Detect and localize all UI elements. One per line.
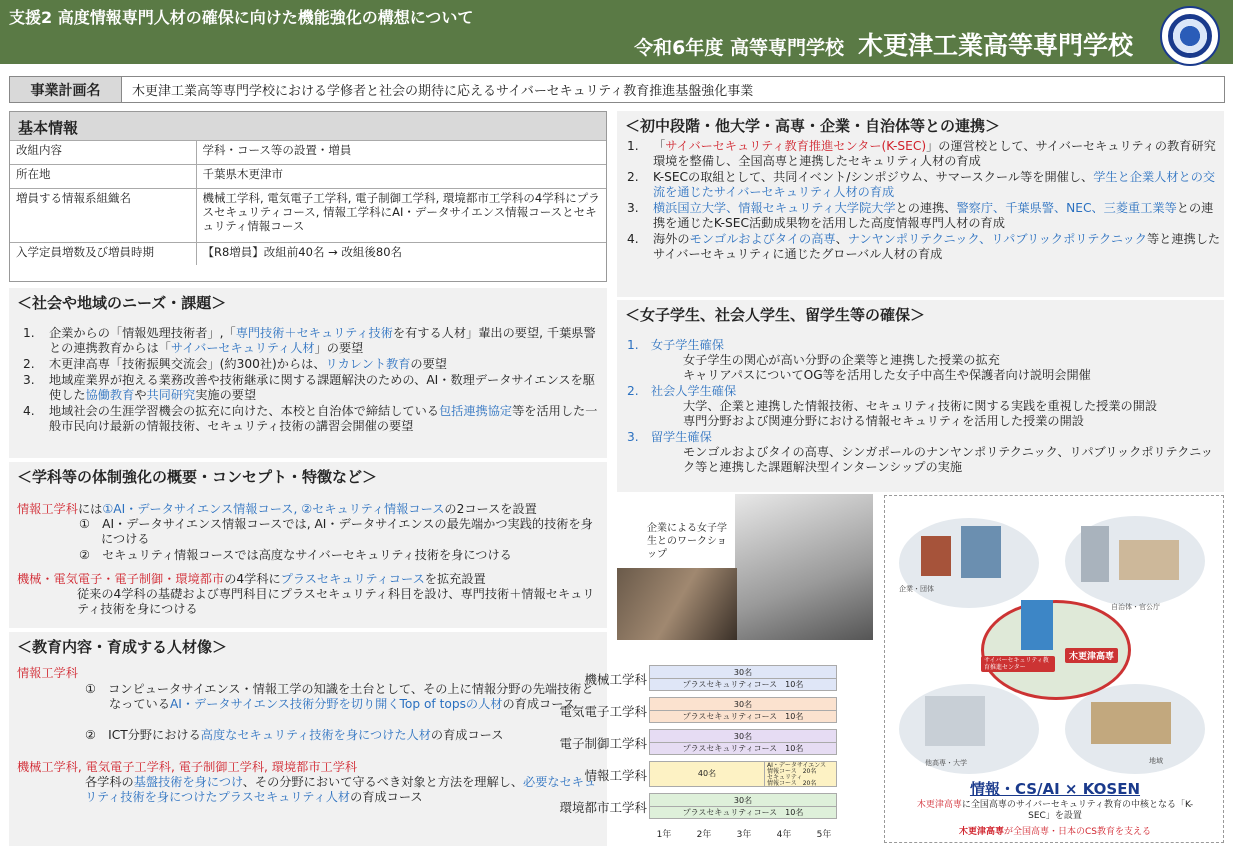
dept-label: 電子制御工学科 (559, 736, 647, 751)
row-value: 学科・コース等の設置・増員 (196, 141, 606, 165)
needs-section (9, 288, 607, 458)
kisarazu-label: 木更津高専 (1065, 648, 1118, 663)
item-text: 地域産業界が抱える業務改善や技術継承に関する課題解決のための、AI・数理データサイエンスを駆使した (49, 373, 595, 402)
item-highlight: サイバーセキュリティ人材 (170, 341, 315, 355)
header-banner (0, 0, 1233, 64)
needs-list (23, 326, 603, 435)
item-highlight: モンゴルおよびタイの高専 (689, 232, 836, 246)
info-course-split (764, 762, 836, 786)
item-highlight: サイバーセキュリティ教育推進センター(K-SEC) (665, 139, 927, 153)
row-value: 【R8増員】改組前40名 → 改組後80名 (196, 243, 606, 265)
plan-value: 木更津工業高等専門学校における学修者と社会の期待に応えるサイバーセキュリティ教育推進基盤強化事業 (132, 84, 754, 99)
note-school: 木更津高専 (958, 827, 1004, 837)
item-text: の要望 (410, 357, 447, 371)
item-text: ② ICT分野における (85, 728, 201, 742)
list-item (627, 170, 1221, 200)
item-highlight: 共同研究 (146, 388, 196, 402)
item-highlight: 協働教育 (85, 388, 135, 402)
dept-name: 情報工学科 (17, 502, 78, 516)
list-item (23, 373, 603, 403)
recruit-item: 女子学生の関心が高い分野の企業等と連携した授業の拡充 (683, 353, 1000, 367)
needs-title: ＜社会や地域のニーズ・課題＞ (17, 294, 227, 312)
structure-line (17, 502, 602, 517)
education-section (9, 632, 607, 846)
year-tick: 2年 (696, 830, 712, 840)
header-subtitle: 令和6年度 高等専門学校 (634, 37, 844, 59)
structure-sub: 従来の4学科の基礎および専門科目にプラスセキュリティ科目を設け、専門技術＋情報セキュリティ技術を身につける (77, 587, 595, 616)
education-item (17, 682, 602, 712)
building-icon (1081, 526, 1109, 582)
item-highlight: リカレント教育 (325, 357, 411, 371)
building-icon (921, 536, 951, 576)
item-highlight: 必要なセキュリティ技術を身につけたプラスセキュリティ人材 (85, 775, 597, 804)
recruit-item: キャリアパスについてOG等を活用した女子中高生や保護者向け説明会開催 (683, 368, 1091, 382)
base-capacity: 30名 (650, 666, 836, 679)
building-icon (961, 526, 1001, 578)
chart-row (541, 757, 845, 789)
item-text: との連携を通じたK-SEC活動成果物を活用した高度情報専門人材の育成 (653, 201, 1214, 230)
note-text: に全国高専のサイバーセキュリティ教育の中核となる「K-SEC」を設置 (961, 800, 1194, 821)
photo-label: 企業による女子学生とのワークショップ (617, 494, 735, 568)
dept-bar (649, 793, 837, 819)
recruit-item: 専門分野および関連分野における情報セキュリティを活用した授業の開設 (683, 414, 1084, 428)
line-text: の4学科に (224, 572, 281, 586)
item-highlight: 横浜国立大学、情報セキュリティ大学院大学 (653, 201, 896, 215)
label-government: 自治体・官公庁 (1111, 603, 1160, 611)
course-capacity: プラスセキュリティコース 10名 (682, 680, 804, 689)
item-text: 等を活用した一般市民向け最新の情報技術、セキュリティ技術の講習会開催の要望 (49, 404, 598, 433)
recruit-item: モンゴルおよびタイの高専、シンガポールのナンヤンポリテクニック、リパブリックポリテクニック等と連携した課題解決型インターンシップの実施 (683, 445, 1213, 474)
item-number: 4. (627, 232, 639, 246)
item-highlight: ナンヤンポリテクニック、リパブリックポリテクニック (847, 232, 1147, 246)
photo-classroom (735, 494, 873, 640)
item-highlight: 学生と企業人材との交流を通じたサイバーセキュリティ人材の育成 (653, 170, 1216, 199)
row-key: 入学定員増数及び増員時期 (10, 243, 196, 265)
dept-bar (649, 729, 837, 755)
item-text: との連携、 (895, 201, 957, 215)
item-text: ① コンピュータサイエンス・情報工学の知識を土台として、その上に情報分野の先端技術となっている (85, 682, 594, 711)
workshop-photo (617, 494, 873, 640)
course-name: プラスセキュリティコース (280, 572, 425, 586)
structure-sub: ② セキュリティ情報コースでは高度なサイバーセキュリティ技術を身につける (79, 548, 512, 562)
dept-heading: 機械工学科, 電気電子工学科, 電子制御工学科, 環境都市工学科 (17, 760, 358, 774)
item-number: 3. (23, 373, 35, 387)
dept-bar (649, 665, 837, 691)
kosen-emblem-icon (1160, 6, 1220, 66)
item-text: 木更津高専「技術振興交流会」(約300社)からは、 (49, 357, 326, 371)
item-highlight: 基盤技術を身につけ (133, 775, 243, 789)
ai-course-capacity: 情報コース 20名 (767, 768, 817, 775)
chart-row (541, 661, 845, 693)
item-text: 地域社会の生涯学習機会の拡充に向けた、本校と自治体で締結している (49, 404, 439, 418)
school-name: 木更津工業高等専門学校 (857, 31, 1133, 60)
list-item (23, 404, 603, 434)
item-text: K-SECの取組として、共同イベント/シンポジウム、サマースクール等を開催し、 (653, 170, 1094, 184)
chart-row (541, 693, 845, 725)
illus-note (885, 824, 1225, 837)
structure-sub: ① AI・データサイエンス情報コースでは, AI・データサイエンスの最先端かつ実践的技術を身につける (79, 517, 593, 546)
security-course-capacity: 情報コース 20名 (767, 780, 817, 787)
education-item (17, 728, 602, 743)
base-capacity: 30名 (650, 698, 836, 711)
enrollment-chart (541, 655, 845, 845)
recruit-heading: 2. 社会人学生確保 (627, 384, 737, 398)
label-company: 企業・団体 (899, 585, 934, 593)
illus-heading: 情報・CS/AI × KOSEN (969, 780, 1141, 798)
list-item (23, 357, 603, 372)
dept-label: 環境都市工学科 (559, 800, 647, 815)
item-text: 「 (653, 139, 666, 153)
item-text: 、その分野において守るべき対象と方法を理解し、 (242, 775, 524, 789)
chart-row (541, 725, 845, 757)
table-row (10, 165, 606, 189)
dept-names: 機械・電気電子・電子制御・環境都市 (17, 572, 225, 586)
item-highlight: 警察庁、千葉県警、NEC、三菱重工業等 (956, 201, 1177, 215)
row-key: 改組内容 (10, 141, 196, 165)
year-tick: 5年 (816, 830, 832, 840)
table-row (10, 189, 606, 243)
structure-title: ＜学科等の体制強化の概要・コンセプト・特徴など＞ (17, 468, 378, 486)
item-text: を有する人材」輩出の要望, 千葉県警との連携教育からは「 (49, 326, 596, 355)
recruitment-section (617, 300, 1224, 492)
structure-line (17, 572, 602, 587)
row-key: 増員する情報系組織名 (10, 189, 196, 243)
row-value: 千葉県木更津市 (196, 165, 606, 189)
structure-section (9, 462, 607, 628)
item-number: 3. (627, 201, 639, 215)
cooperation-title: ＜初中段階・他大学・高専・企業・自治体等との連携＞ (625, 117, 1001, 135)
project-plan (9, 76, 1225, 103)
basic-info-title: 基本情報 (10, 112, 606, 140)
item-text: の育成コース (502, 697, 575, 711)
kosen-network-illustration (884, 495, 1224, 843)
ksec-label: サイバーセキュリティ教育推進センター (981, 656, 1055, 672)
item-text: の育成コース (430, 728, 504, 742)
education-item (17, 775, 602, 805)
dept-bar (649, 761, 837, 787)
item-number: 4. (23, 404, 35, 418)
recruit-item: 大学、企業と連携した情報技術、セキュリティ技術に関する実践を重視した授業の開設 (683, 399, 1158, 413)
recruit-heading: 1. 女子学生確保 (627, 338, 724, 352)
ai-course-name: AI・データサイエンス (767, 762, 827, 769)
item-highlight: 専門技術＋セキュリティ技術 (235, 326, 393, 340)
item-number: 1. (23, 326, 35, 340)
illus-note (885, 800, 1225, 822)
cooperation-list (627, 139, 1221, 263)
building-icon (925, 696, 985, 746)
note-text: が全国高専・日本のCS教育を支える (1004, 827, 1151, 837)
item-text: 海外の (653, 232, 690, 246)
page-title: 支援2 高度情報専門人材の確保に向けた機能強化の構想について (9, 8, 474, 27)
item-text: 」の要望 (314, 341, 364, 355)
cooperation-section (617, 111, 1224, 297)
item-text: の育成コース (350, 790, 423, 804)
building-icon (1091, 702, 1171, 744)
dept-label: 電気電子工学科 (559, 704, 647, 719)
education-title: ＜教育内容・育成する人材像＞ (17, 638, 228, 656)
building-icon (1119, 540, 1179, 580)
dept-label: 情報工学科 (584, 768, 647, 783)
course-capacity: プラスセキュリティコース 10名 (682, 808, 804, 817)
course-names: ①AI・データサイエンス情報コース, ②セキュリティ情報コース (102, 502, 445, 516)
recruit-heading: 3. 留学生確保 (627, 430, 712, 444)
plan-label: 事業計画名 (10, 77, 122, 102)
basic-info (9, 111, 607, 282)
row-value: 機械工学科, 電気電子工学科, 電子制御工学科, 環境都市工学科の4学科にプラスセキュリティコース, 情報工学科にAI・データサイエンス情報コースとセキュリティ情報コース (196, 189, 606, 243)
item-highlight: AI・データサイエンス技術分野を切り開くTop of topsの人材 (169, 697, 503, 711)
line-text: を拡充設置 (424, 572, 486, 586)
course-capacity: プラスセキュリティコース 10名 (682, 744, 804, 753)
recruitment-title: ＜女子学生、社会人学生、留学生等の確保＞ (625, 306, 926, 324)
list-item (627, 139, 1221, 169)
year-tick: 1年 (656, 830, 672, 840)
line-text: には (77, 502, 103, 516)
item-text: 、 (835, 232, 848, 246)
label-other-kosen: 他高専・大学 (925, 759, 967, 767)
building-icon (1021, 600, 1053, 650)
item-text: 実施の要望 (195, 388, 257, 402)
year-tick: 3年 (736, 830, 752, 840)
dept-heading: 情報工学科 (17, 666, 78, 680)
item-text: や (134, 388, 147, 402)
dept-label: 機械工学科 (584, 672, 647, 687)
list-item (23, 326, 603, 356)
school-title (634, 26, 1133, 62)
row-key: 所在地 (10, 165, 196, 189)
item-number: 2. (627, 170, 639, 184)
basic-info-table (10, 140, 606, 265)
table-row (10, 243, 606, 265)
item-text: 等と連携したサイバーセキュリティに通じたグローバル人材の育成 (653, 232, 1221, 261)
item-number: 1. (627, 139, 639, 153)
base-capacity: 40名 (697, 769, 717, 778)
security-course-name: セキュリティ (767, 774, 803, 781)
note-school: 木更津高専 (916, 800, 962, 810)
base-capacity: 30名 (650, 730, 836, 743)
list-item (627, 201, 1221, 231)
item-highlight: 高度なセキュリティ技術を身につけた人材 (200, 728, 431, 742)
course-capacity: プラスセキュリティコース 10名 (682, 712, 804, 721)
dept-bar (649, 697, 837, 723)
item-text: 企業からの「情報処理技術者」,「 (49, 326, 236, 340)
list-item (627, 232, 1221, 262)
line-text: の2コースを設置 (444, 502, 537, 516)
chart-row (541, 789, 845, 821)
item-number: 2. (23, 357, 35, 371)
item-highlight: 包括連携協定 (439, 404, 513, 418)
year-tick: 4年 (776, 830, 792, 840)
photo-group (617, 568, 737, 640)
base-capacity: 30名 (650, 794, 836, 807)
label-region: 地域 (1149, 757, 1163, 765)
item-text: 各学科の (85, 775, 134, 789)
item-text: 」の運営校として、サイバーセキュリティの教育研究環境を整備し、全国高専と連携したセキュリティ人材の育成 (653, 139, 1216, 168)
emblem-ring (1168, 14, 1212, 58)
table-row (10, 141, 606, 165)
